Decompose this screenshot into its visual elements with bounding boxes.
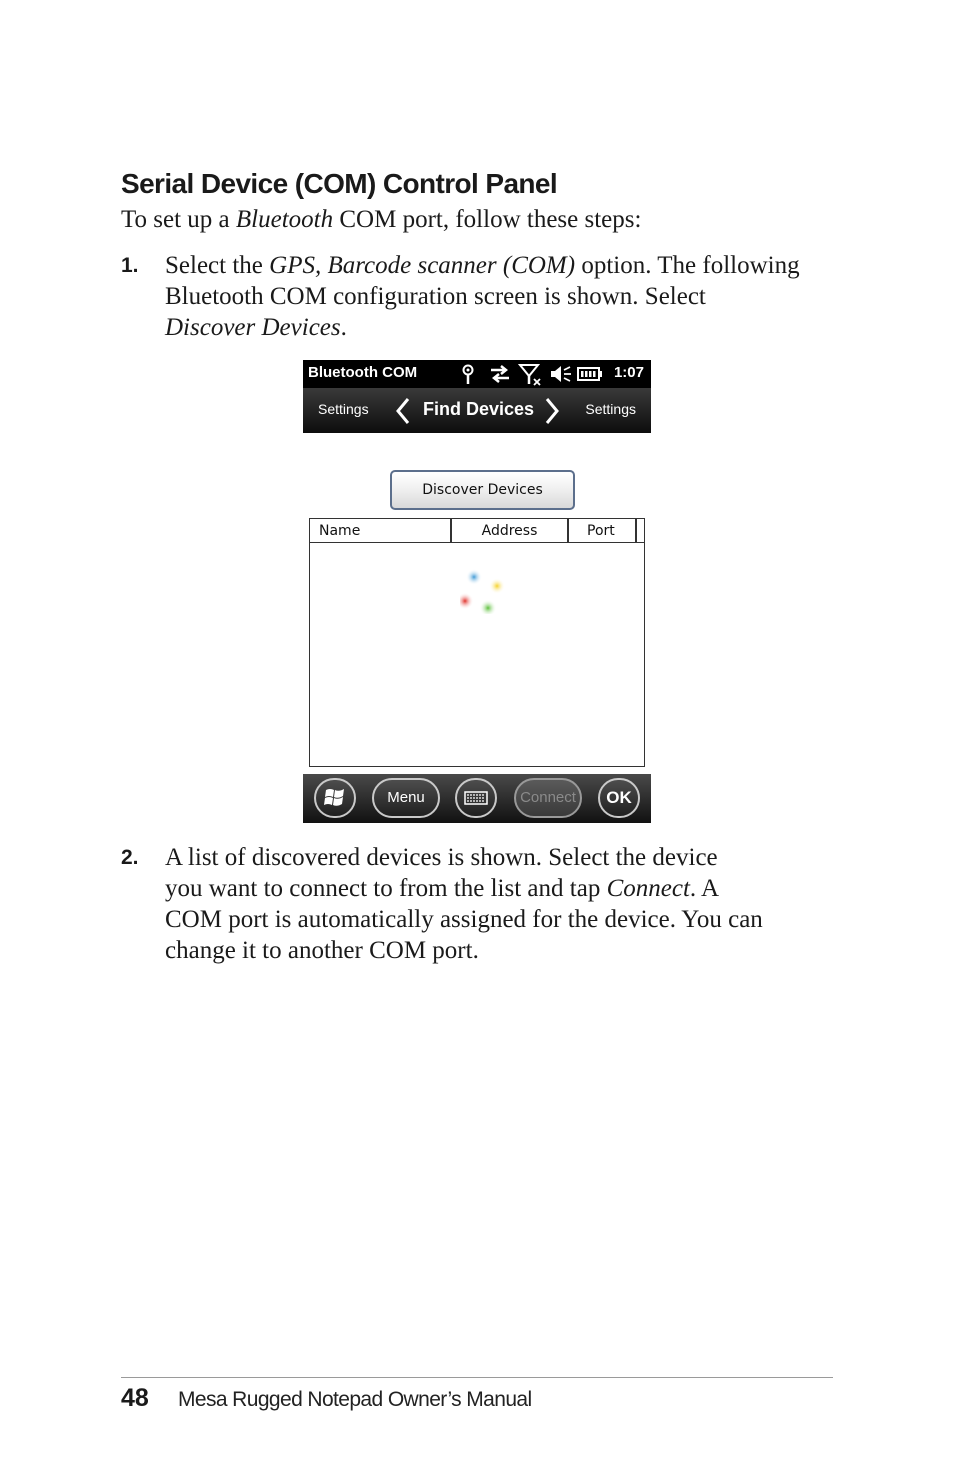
nav-bar (303, 388, 651, 433)
discover-devices-button[interactable]: Discover Devices (390, 470, 575, 510)
chevron-right-icon[interactable] (544, 397, 560, 425)
menu-button[interactable]: Menu (372, 778, 440, 818)
ok-button[interactable]: OK (598, 778, 640, 818)
antenna-icon (456, 362, 480, 386)
nav-title: Find Devices (423, 399, 535, 419)
device-list[interactable] (309, 518, 645, 767)
intro-text-italic: Bluetooth (235, 206, 334, 233)
nav-prev-settings[interactable]: Settings (318, 401, 369, 417)
step-2-line1: A list of discovered devices is shown. Select the device (165, 844, 718, 871)
step-1-text (165, 250, 845, 343)
spinner-dot-blue (466, 569, 482, 585)
no-signal-icon (518, 362, 542, 386)
step-2-line2-italic: Connect (606, 875, 690, 902)
step-1-line2: Bluetooth COM configuration screen is shown. Select (165, 283, 706, 310)
column-header-port[interactable]: Port (569, 519, 637, 543)
spinner-dot-green (480, 600, 497, 615)
step-2-line2-post: . A (689, 875, 720, 902)
speaker-muted-icon (548, 362, 572, 386)
step-2-number: 2. (121, 846, 139, 869)
connect-button[interactable]: Connect (514, 778, 582, 818)
intro-text-pre: To set up a (121, 206, 236, 233)
section-heading: Serial Device (COM) Control Panel (121, 168, 558, 199)
windows-logo-icon (316, 780, 354, 816)
data-transfer-icon (488, 362, 512, 386)
step-1-line1-post: option. The following (575, 252, 800, 279)
footer-rule (121, 1377, 833, 1378)
intro-text-post: COM port, follow these steps: (333, 206, 642, 233)
step-1-line1-pre: Select the (165, 252, 270, 279)
step-1-line3-italic: Discover Devices (165, 314, 341, 341)
spinner-dot-red (460, 593, 474, 610)
step-2-text (165, 842, 845, 966)
start-button[interactable] (314, 778, 356, 818)
chevron-left-icon[interactable] (395, 397, 411, 425)
step-1-line1-italic: GPS, Barcode scanner (COM) (269, 252, 576, 279)
footer-title: Mesa Rugged Notepad Owner’s Manual (178, 1388, 532, 1411)
step-1-number: 1. (121, 254, 139, 277)
battery-icon (577, 362, 603, 386)
column-header-address[interactable]: Address (452, 519, 569, 543)
page-number: 48 (121, 1384, 149, 1412)
step-2-line2-pre: you want to connect to from the list and tap (165, 875, 607, 902)
status-time: 1:07 (613, 364, 644, 381)
status-bar (303, 360, 651, 388)
device-screenshot (303, 360, 651, 823)
spinner-dot-yellow (489, 578, 505, 594)
bottom-bar (303, 774, 651, 823)
nav-next-settings[interactable]: Settings (585, 401, 636, 417)
status-title: Bluetooth COM (308, 364, 418, 381)
loading-spinner-icon (460, 569, 505, 614)
column-header-name[interactable]: Name (310, 519, 452, 543)
step-1-line3-post: . (340, 314, 347, 341)
keyboard-icon (457, 780, 495, 816)
step-2-line3: COM port is automatically assigned for the device. You can (165, 906, 763, 933)
step-2-line4: change it to another COM port. (165, 937, 479, 964)
column-header-filler (637, 519, 644, 543)
keyboard-button[interactable] (455, 778, 497, 818)
intro-paragraph (121, 204, 641, 235)
